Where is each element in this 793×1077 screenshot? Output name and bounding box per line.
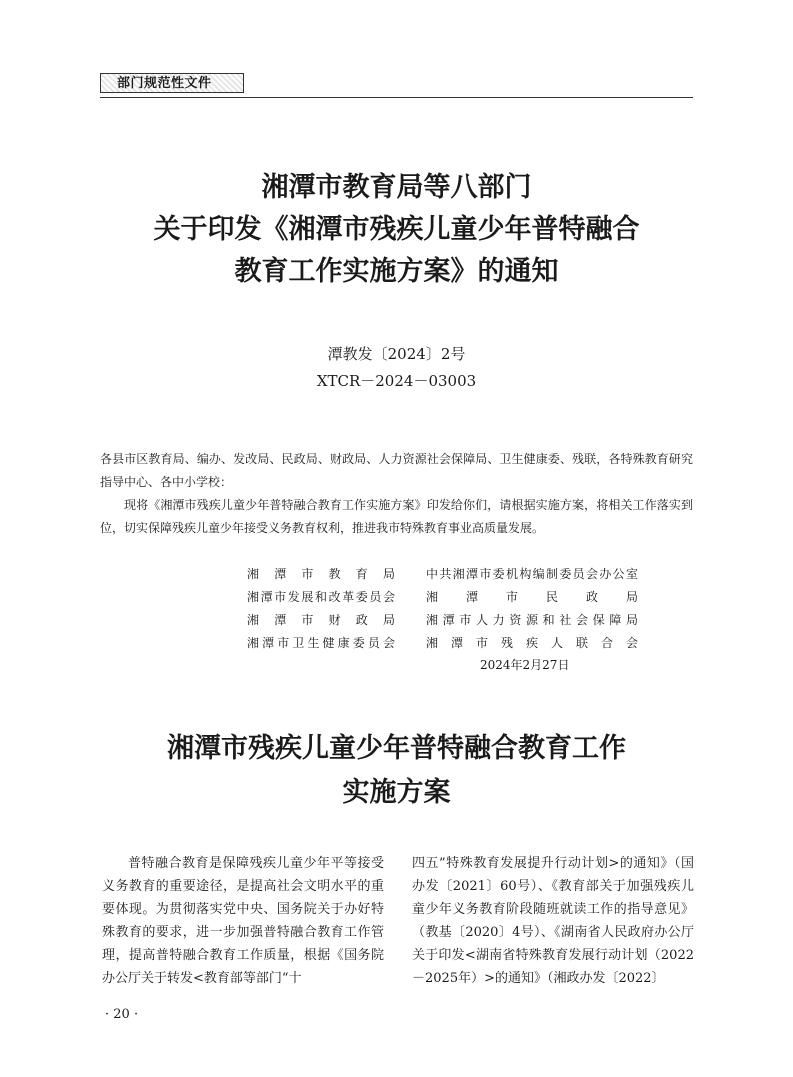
section-tag: 部门规范性文件 <box>100 73 244 93</box>
signatory-right: 中共湘潭市委机构编制委员会办公室 <box>426 567 638 581</box>
document-code: XTCR－2024－03003 <box>316 372 477 390</box>
plan-body-right-column: 四五”特殊教育发展提升行动计划>的通知》（国办发〔2021〕60号）、《教育部关于加强残疾儿童少年义务教育阶段随班就读工作的指导意见》（教基〔2020〕4号）、《湖南省人民政府办公厅关于印发<湖南省特殊教育发展行动计划（2022－2025年）>的通知》（湘政办发〔2022〕 <box>412 856 694 986</box>
signatory-right: 湘潭市人力资源和社会保障局 <box>426 613 638 627</box>
recipients: 各县市区教育局、编办、发改局、民政局、财政局、人力资源社会保障局、卫生健康委、残联，各特殊教育研究指导中心、各中小学校： <box>100 452 693 489</box>
notice-body: 现将《湘潭市残疾儿童少年普特融合教育工作实施方案》印发给你们，请根据实施方案，将相关工作落实到位，切实保障残疾儿童少年接受义务教育权利，推进我市特殊教育事业高质量发展。 <box>100 498 693 535</box>
notice-date: 2024年2月27日 <box>480 658 570 672</box>
page-number: · 20 · <box>105 1007 139 1022</box>
signatory-left: 湘潭市教育局 <box>247 567 395 581</box>
header-divider <box>100 97 693 98</box>
signatory-left: 湘潭市卫生健康委员会 <box>247 636 395 650</box>
signatory-right: 湘潭市残疾人联合会 <box>426 636 638 650</box>
notice-title-line-1: 湘潭市教育局等八部门 <box>261 172 532 203</box>
signatory-left: 湘潭市发展和改革委员会 <box>247 590 395 604</box>
notice-title-line-2: 关于印发《湘潭市残疾儿童少年普特融合 <box>153 214 640 245</box>
plan-title-line-2: 实施方案 <box>342 777 451 808</box>
plan-title-line-1: 湘潭市残疾儿童少年普特融合教育工作 <box>167 733 626 764</box>
signatory-left: 湘潭市财政局 <box>247 613 395 627</box>
plan-body-left-column: 普特融合教育是保障残疾儿童少年平等接受义务教育的重要途径，是提高社会文明水平的重要体现。为贯彻落实党中央、国务院关于办好特殊教育的要求，进一步加强普特融合教育工作管理，提高普特融合教育工作质量，根据《国务院办公厅关于转发<教育部等部门“十 <box>102 856 384 986</box>
notice-title-line-3: 教育工作实施方案》的通知 <box>234 256 559 287</box>
signatory-right: 湘潭市民政局 <box>426 590 638 604</box>
document-number: 潭教发〔2024〕2号 <box>327 345 466 363</box>
